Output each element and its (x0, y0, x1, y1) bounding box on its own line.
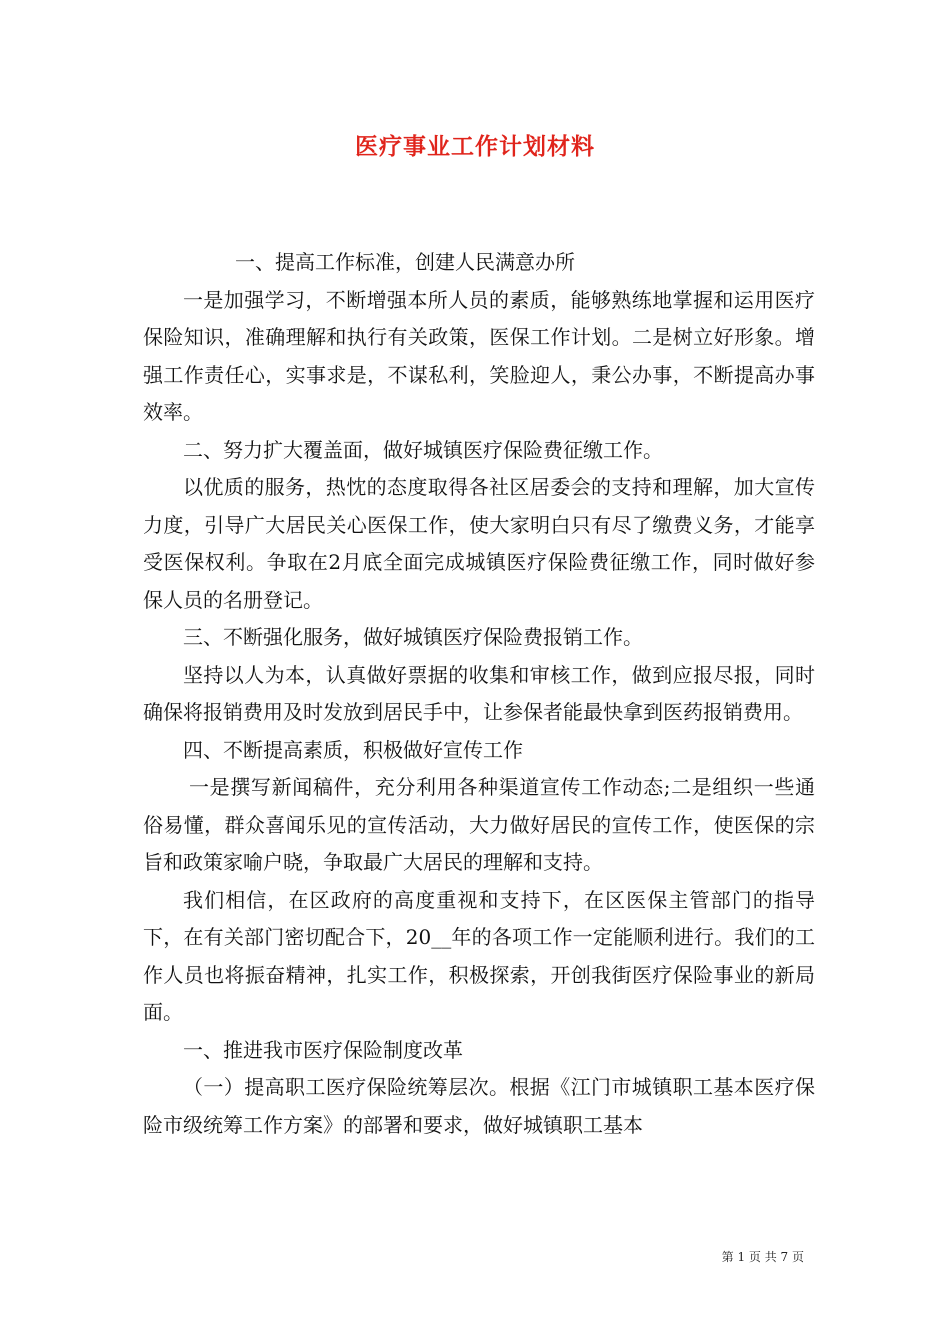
closing-paragraph: 我们相信，在区政府的高度重视和支持下，在区医保主管部门的指导下，在有关部门密切配合下，20__年的各项工作一定能顺利进行。我们的工作人员也将振奋精神，扎实工作，积极探索，开创我街医疗保险事业的新局面。 (143, 887, 815, 1024)
section-heading-3: 三、不断强化服务，做好城镇医疗保险费报销工作。 (183, 625, 643, 649)
section-heading-5: 一、推进我市医疗保险制度改革 (183, 1037, 463, 1062)
document-body (143, 244, 815, 1144)
section-heading-4: 四、不断提高素质，积极做好宣传工作 (183, 737, 523, 762)
body-paragraph: 一是撰写新闻稿件，充分利用各种渠道宣传工作动态;二是组织一些通俗易懂，群众喜闻乐见的宣传活动，大力做好居民的宣传工作，使医保的宗旨和政策家喻户晓，争取最广大居民的理解和支持。 (143, 775, 815, 874)
document-title: 医疗事业工作计划材料 (355, 133, 595, 160)
section-heading-2: 二、努力扩大覆盖面，做好城镇医疗保险费征缴工作。 (183, 437, 663, 462)
page-number: 第 1 页 共 7 页 (721, 1250, 804, 1264)
body-paragraph: 以优质的服务，热忱的态度取得各社区居委会的支持和理解，加大宣传力度，引导广大居民关心医保工作，使大家明白只有尽了缴费义务，才能享受医保权利。争取在2月底全面完成城镇医疗保险费征缴工作，同时做好参保人员的名册登记。 (143, 475, 815, 612)
section-heading-1: 一、提高工作标准，创建人民满意办所 (235, 250, 575, 274)
body-paragraph: （一）提高职工医疗保险统筹层次。根据《江门市城镇职工基本医疗保险市级统筹工作方案》的部署和要求，做好城镇职工基本 (143, 1075, 815, 1137)
body-paragraph: 一是加强学习，不断增强本所人员的素质，能够熟练地掌握和运用医疗保险知识，准确理解和执行有关政策，医保工作计划。二是树立好形象。增强工作责任心，实事求是，不谋私利，笑脸迎人，秉公办事，不断提高办事效率。 (143, 287, 815, 424)
body-paragraph: 坚持以人为本，认真做好票据的收集和审核工作，做到应报尽报，同时确保将报销费用及时发放到居民手中，让参保者能最快拿到医药报销费用。 (143, 662, 815, 724)
